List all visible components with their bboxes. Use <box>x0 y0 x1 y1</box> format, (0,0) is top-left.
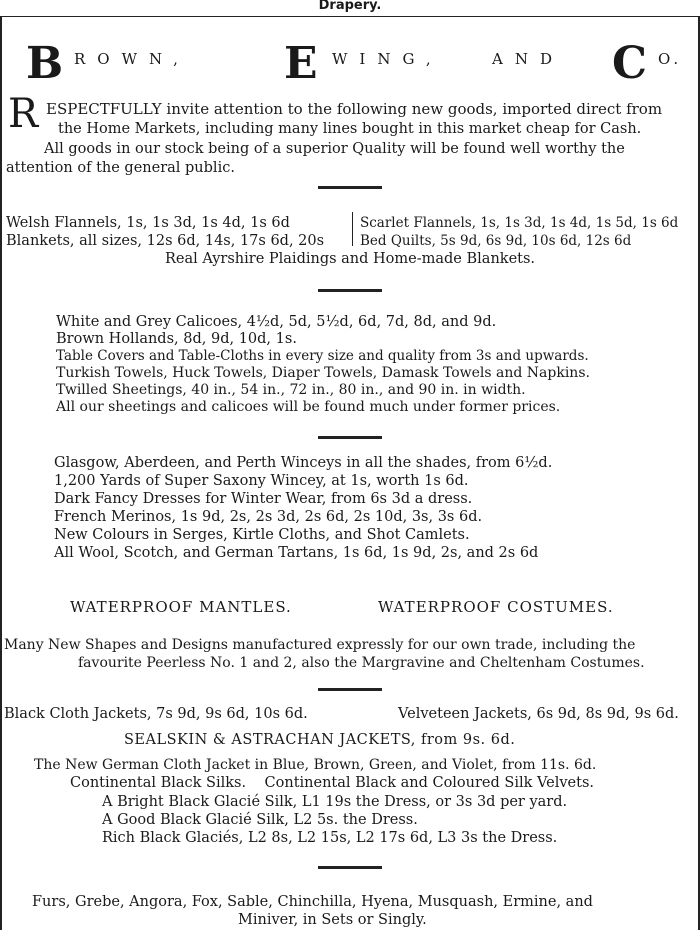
divider <box>318 866 382 869</box>
title-cap-c: C <box>612 38 648 89</box>
intro-dropcap: R <box>8 91 39 137</box>
title-word-and: AND <box>492 50 564 68</box>
column-separator <box>352 212 353 246</box>
winceys-line-3: Dark Fancy Dresses for Winter Wear, from 6s 3d a dress. <box>54 491 473 507</box>
section-heading: Drapery. <box>318 0 382 13</box>
calicoes-line-5: Twilled Sheetings, 40 in., 54 in., 72 in., 80 in., and 90 in. in width. <box>56 382 526 398</box>
waterproof-costumes-heading: WATERPROOF COSTUMES. <box>378 598 614 616</box>
title-word-ewing: WING, <box>332 50 443 68</box>
flannels-right-2: Bed Quilts, 5s 9d, 6s 9d, 10s 6d, 12s 6d <box>360 233 632 249</box>
intro-line-3: All goods in our stock being of a superior Quality will be found well worthy the <box>44 141 625 157</box>
calicoes-line-6: All our sheetings and calicoes will be found much under former prices. <box>56 399 561 415</box>
winceys-line-2: 1,200 Yards of Super Saxony Wincey, at 1s, worth 1s 6d. <box>54 473 469 489</box>
calicoes-line-4: Turkish Towels, Huck Towels, Diaper Towels, Damask Towels and Napkins. <box>56 365 590 381</box>
bright-glace-silk: A Bright Black Glacié Silk, L1 19s the Dress, or 3s 3d per yard. <box>102 794 568 810</box>
title-word-brown: ROWN, <box>74 50 190 68</box>
winceys-line-6: All Wool, Scotch, and German Tartans, 1s 6d, 1s 9d, 2s, and 2s 6d <box>54 545 539 561</box>
title-cap-e: E <box>284 38 318 89</box>
divider <box>318 436 382 439</box>
winceys-line-4: French Merinos, 1s 9d, 2s, 2s 3d, 2s 6d, 2s 10d, 3s, 3s 6d. <box>54 509 483 525</box>
divider <box>318 688 382 691</box>
flannels-right-1: Scarlet Flannels, 1s, 1s 3d, 1s 4d, 1s 5d, 1s 6d <box>360 215 679 231</box>
rich-glaces: Rich Black Glaciés, L2 8s, L2 15s, L2 17s 6d, L3 3s the Dress. <box>102 830 558 846</box>
waterproof-line-1: Many New Shapes and Designs manufactured expressly for our own trade, including the <box>4 637 636 653</box>
continental-silks: Continental Black Silks. Continental Black and Coloured Silk Velvets. <box>70 775 595 791</box>
divider <box>318 186 382 189</box>
waterproof-line-2: favourite Peerless No. 1 and 2, also the Margravine and Cheltenham Costumes. <box>78 655 645 671</box>
good-glace-silk: A Good Black Glacié Silk, L2 5s. the Dress. <box>102 812 418 828</box>
left-border <box>0 16 2 930</box>
german-cloth-jacket: The New German Cloth Jacket in Blue, Brown, Green, and Violet, from 11s. 6d. <box>34 757 597 773</box>
flannels-center: Real Ayrshire Plaidings and Home-made Blankets. <box>164 251 536 267</box>
calicoes-line-2: Brown Hollands, 8d, 9d, 10d, 1s. <box>56 331 297 347</box>
calicoes-line-3: Table Covers and Table-Cloths in every size and quality from 3s and upwards. <box>56 348 589 364</box>
title-word-co: O. <box>658 50 683 68</box>
black-cloth-jackets: Black Cloth Jackets, 7s 9d, 9s 6d, 10s 6d. <box>4 706 308 722</box>
winceys-line-1: Glasgow, Aberdeen, and Perth Winceys in all the shades, from 6½d. <box>54 455 553 471</box>
divider <box>318 289 382 292</box>
title-cap-b: B <box>26 38 64 89</box>
top-rule <box>0 16 700 17</box>
intro-line-2: the Home Markets, including many lines bought in this market cheap for Cash. <box>58 121 642 137</box>
firm-title <box>22 40 682 88</box>
sealskin-jackets: SEALSKIN & ASTRACHAN JACKETS, from 9s. 6d. <box>124 732 516 748</box>
velveteen-jackets: Velveteen Jackets, 6s 9d, 8s 9d, 9s 6d. <box>398 706 679 722</box>
flannels-left-2: Blankets, all sizes, 12s 6d, 14s, 17s 6d, 20s <box>6 233 325 249</box>
calicoes-line-1: White and Grey Calicoes, 4½d, 5d, 5½d, 6d, 7d, 8d, and 9d. <box>56 314 497 330</box>
winceys-line-5: New Colours in Serges, Kirtle Cloths, and Shot Camlets. <box>54 527 470 543</box>
waterproof-mantles-heading: WATERPROOF MANTLES. <box>70 598 292 616</box>
furs-line-1: Furs, Grebe, Angora, Fox, Sable, Chinchilla, Hyena, Musquash, Ermine, and <box>32 894 593 910</box>
furs-line-2: Miniver, in Sets or Singly. <box>238 912 427 928</box>
intro-line-4: attention of the general public. <box>6 160 235 176</box>
flannels-left-1: Welsh Flannels, 1s, 1s 3d, 1s 4d, 1s 6d <box>6 215 290 231</box>
intro-line-1: ESPECTFULLY invite attention to the following new goods, imported direct from <box>46 100 663 118</box>
